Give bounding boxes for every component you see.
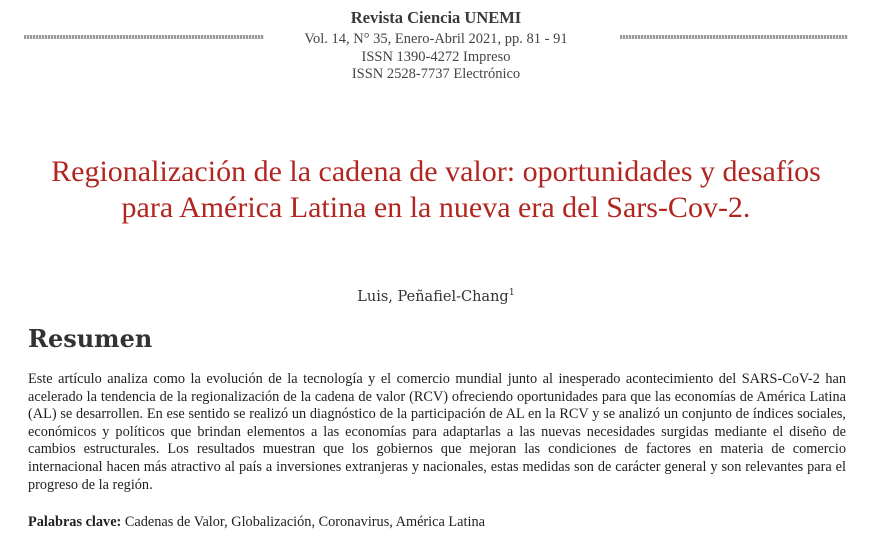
issn-print: ISSN 1390-4272 Impreso [361,49,511,65]
abstract-text: Este artículo analiza como la evolución de la tecnología y el comercio mundial junto al inesperado acontecimiento del SARS-CoV-2 han acelerado la tendencia de la regionalización de la cadena de valor (RCV) ofreciendo oportunidades para que las economías de América Latina (AL) se desarrollen. En ese sentido se realizó un diagnóstico de la participación de AL en la RCV y se analizó un conjunto de índices sociales, económicos y políticos que brindan elementos a las economías para adaptarlas a las nuevas necesidades surgidas mediante el diseño de cambios estructurales. Los resultados muestran que los gobiernos que mejoran las condiciones de factores en materia de comercio internacional hacen más atractivo al país a inversiones extranjeras y nacionales, estas medidas son de carácter general y son relevantes para el progreso de la región. [28,371,846,493]
journal-header [0,8,872,84]
author-footnote-mark: 1 [508,287,515,298]
keywords-text: Cadenas de Valor, Globalización, Coronavirus, América Latina [124,514,485,530]
article-title: Regionalización de la cadena de valor: oportunidades y desafíos para América Latina en la nueva era del Sars-Cov-2. [51,155,821,224]
volume-line: Vol. 14, N° 35, Enero-Abril 2021, pp. 81 - 91 [304,31,568,47]
author-name: Luis, Peñafiel-Chang [357,289,509,305]
abstract-heading: Resumen [28,324,153,353]
keywords [28,513,846,531]
keywords-label: Palabras clave: [28,514,122,530]
journal-name: Revista Ciencia UNEMI [350,8,522,27]
author-line [0,287,872,307]
issn-electronic: ISSN 2528-7737 Electrónico [351,66,521,82]
